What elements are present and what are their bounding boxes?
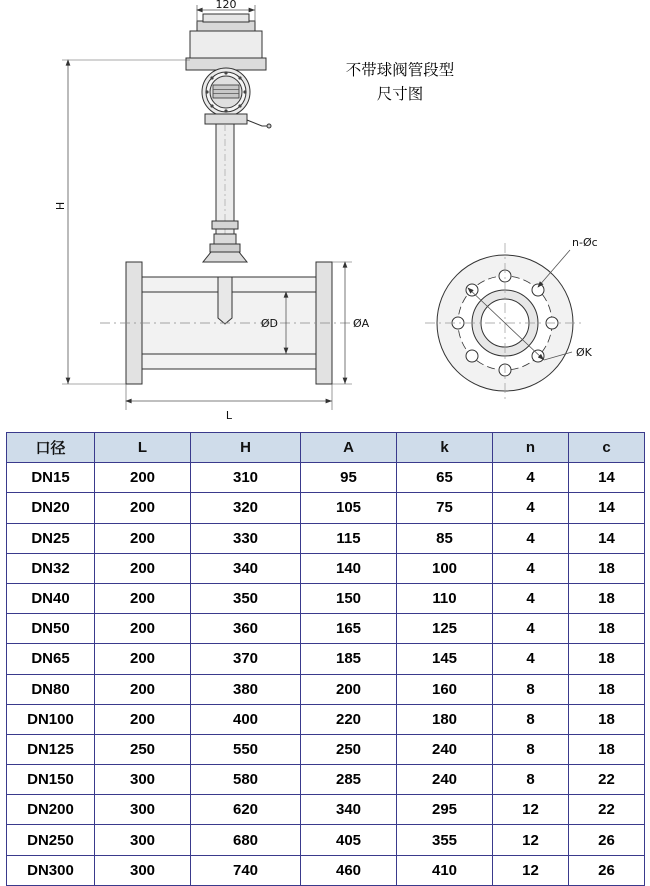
cell-l: 200 xyxy=(95,704,191,734)
cell-a: 95 xyxy=(301,463,397,493)
cell-h: 370 xyxy=(191,644,301,674)
cell-a: 140 xyxy=(301,553,397,583)
cell-n: 4 xyxy=(493,644,569,674)
cell-diameter: DN65 xyxy=(7,644,95,674)
cell-h: 360 xyxy=(191,614,301,644)
cell-a: 220 xyxy=(301,704,397,734)
cell-l: 300 xyxy=(95,795,191,825)
cell-n: 12 xyxy=(493,825,569,855)
cell-a: 165 xyxy=(301,614,397,644)
cell-h: 580 xyxy=(191,765,301,795)
drawing-title-line-1: 不带球阀管段型 xyxy=(345,61,455,79)
cell-h: 330 xyxy=(191,523,301,553)
cell-a: 185 xyxy=(301,644,397,674)
cell-a: 200 xyxy=(301,674,397,704)
cell-a: 250 xyxy=(301,734,397,764)
cell-c: 18 xyxy=(569,553,645,583)
cell-a: 285 xyxy=(301,765,397,795)
table-header-row xyxy=(7,433,645,463)
column-header-k: k xyxy=(397,433,493,463)
cell-h: 350 xyxy=(191,583,301,613)
label-length: L xyxy=(225,409,233,422)
cell-l: 200 xyxy=(95,583,191,613)
cell-a: 340 xyxy=(301,795,397,825)
cell-a: 115 xyxy=(301,523,397,553)
cell-diameter: DN150 xyxy=(7,765,95,795)
cell-diameter: DN25 xyxy=(7,523,95,553)
label-top-width: 120 xyxy=(215,0,237,11)
cell-h: 680 xyxy=(191,825,301,855)
column-header-h: H xyxy=(191,433,301,463)
table-row xyxy=(7,765,645,795)
label-bolt-circle: ØK xyxy=(576,346,592,359)
cell-l: 200 xyxy=(95,553,191,583)
cell-h: 320 xyxy=(191,493,301,523)
cell-h: 340 xyxy=(191,553,301,583)
table-row xyxy=(7,644,645,674)
cell-c: 26 xyxy=(569,825,645,855)
cell-k: 145 xyxy=(397,644,493,674)
table-row xyxy=(7,614,645,644)
column-header-c: c xyxy=(569,433,645,463)
cell-c: 26 xyxy=(569,855,645,885)
cell-h: 550 xyxy=(191,734,301,764)
cell-k: 75 xyxy=(397,493,493,523)
label-flange-holes: n-Øc xyxy=(572,236,598,249)
cell-k: 180 xyxy=(397,704,493,734)
cell-n: 8 xyxy=(493,734,569,764)
cell-a: 105 xyxy=(301,493,397,523)
cell-n: 4 xyxy=(493,523,569,553)
cell-c: 14 xyxy=(569,463,645,493)
cell-diameter: DN125 xyxy=(7,734,95,764)
column-header-n: n xyxy=(493,433,569,463)
table-body xyxy=(7,463,645,886)
cell-n: 4 xyxy=(493,553,569,583)
cell-l: 200 xyxy=(95,644,191,674)
cell-l: 300 xyxy=(95,825,191,855)
cell-diameter: DN20 xyxy=(7,493,95,523)
cell-l: 250 xyxy=(95,734,191,764)
cell-a: 150 xyxy=(301,583,397,613)
cell-h: 740 xyxy=(191,855,301,885)
cell-diameter: DN15 xyxy=(7,463,95,493)
cell-h: 380 xyxy=(191,674,301,704)
cell-k: 65 xyxy=(397,463,493,493)
cell-l: 300 xyxy=(95,855,191,885)
cell-a: 460 xyxy=(301,855,397,885)
cell-k: 410 xyxy=(397,855,493,885)
cell-c: 18 xyxy=(569,674,645,704)
cell-c: 22 xyxy=(569,765,645,795)
cell-n: 4 xyxy=(493,463,569,493)
drawing-title xyxy=(300,58,500,106)
table-row xyxy=(7,463,645,493)
cell-k: 240 xyxy=(397,734,493,764)
cell-a: 405 xyxy=(301,825,397,855)
table-row xyxy=(7,493,645,523)
cell-diameter: DN300 xyxy=(7,855,95,885)
cell-n: 12 xyxy=(493,855,569,885)
cell-diameter: DN50 xyxy=(7,614,95,644)
table-row xyxy=(7,855,645,885)
table-row xyxy=(7,523,645,553)
cell-diameter: DN100 xyxy=(7,704,95,734)
cell-diameter: DN250 xyxy=(7,825,95,855)
cell-h: 310 xyxy=(191,463,301,493)
table-row xyxy=(7,553,645,583)
dimensions-table xyxy=(6,432,645,886)
cell-l: 300 xyxy=(95,765,191,795)
cell-l: 200 xyxy=(95,674,191,704)
column-header-a: A xyxy=(301,433,397,463)
cell-c: 18 xyxy=(569,704,645,734)
table-row xyxy=(7,704,645,734)
cell-c: 18 xyxy=(569,583,645,613)
label-inner-dia: ØD xyxy=(260,317,278,330)
cell-k: 355 xyxy=(397,825,493,855)
table-row xyxy=(7,583,645,613)
cell-k: 85 xyxy=(397,523,493,553)
cell-c: 14 xyxy=(569,523,645,553)
cell-k: 125 xyxy=(397,614,493,644)
drawing-title-line-2: 尺寸图 xyxy=(376,85,424,104)
table-row xyxy=(7,795,645,825)
cell-diameter: DN32 xyxy=(7,553,95,583)
column-header-l: L xyxy=(95,433,191,463)
cell-k: 240 xyxy=(397,765,493,795)
table-row xyxy=(7,825,645,855)
cell-h: 620 xyxy=(191,795,301,825)
table-row xyxy=(7,674,645,704)
label-height: H xyxy=(54,201,67,211)
cell-l: 200 xyxy=(95,614,191,644)
technical-drawing xyxy=(0,0,650,430)
cell-k: 110 xyxy=(397,583,493,613)
cell-n: 8 xyxy=(493,765,569,795)
cell-diameter: DN200 xyxy=(7,795,95,825)
cell-diameter: DN80 xyxy=(7,674,95,704)
cell-diameter: DN40 xyxy=(7,583,95,613)
cell-l: 200 xyxy=(95,463,191,493)
label-outer-dia: ØA xyxy=(353,317,370,330)
dimensions-table-container xyxy=(6,432,644,886)
cell-k: 100 xyxy=(397,553,493,583)
table-row xyxy=(7,734,645,764)
cell-c: 14 xyxy=(569,493,645,523)
cell-n: 8 xyxy=(493,704,569,734)
cell-h: 400 xyxy=(191,704,301,734)
cell-n: 4 xyxy=(493,583,569,613)
cell-n: 8 xyxy=(493,674,569,704)
cell-l: 200 xyxy=(95,523,191,553)
cell-c: 22 xyxy=(569,795,645,825)
cell-c: 18 xyxy=(569,644,645,674)
column-header-diameter: 口径 xyxy=(7,433,95,463)
cell-n: 4 xyxy=(493,614,569,644)
cell-c: 18 xyxy=(569,614,645,644)
cell-n: 4 xyxy=(493,493,569,523)
cell-k: 295 xyxy=(397,795,493,825)
cell-n: 12 xyxy=(493,795,569,825)
cell-l: 200 xyxy=(95,493,191,523)
cell-k: 160 xyxy=(397,674,493,704)
cell-c: 18 xyxy=(569,734,645,764)
